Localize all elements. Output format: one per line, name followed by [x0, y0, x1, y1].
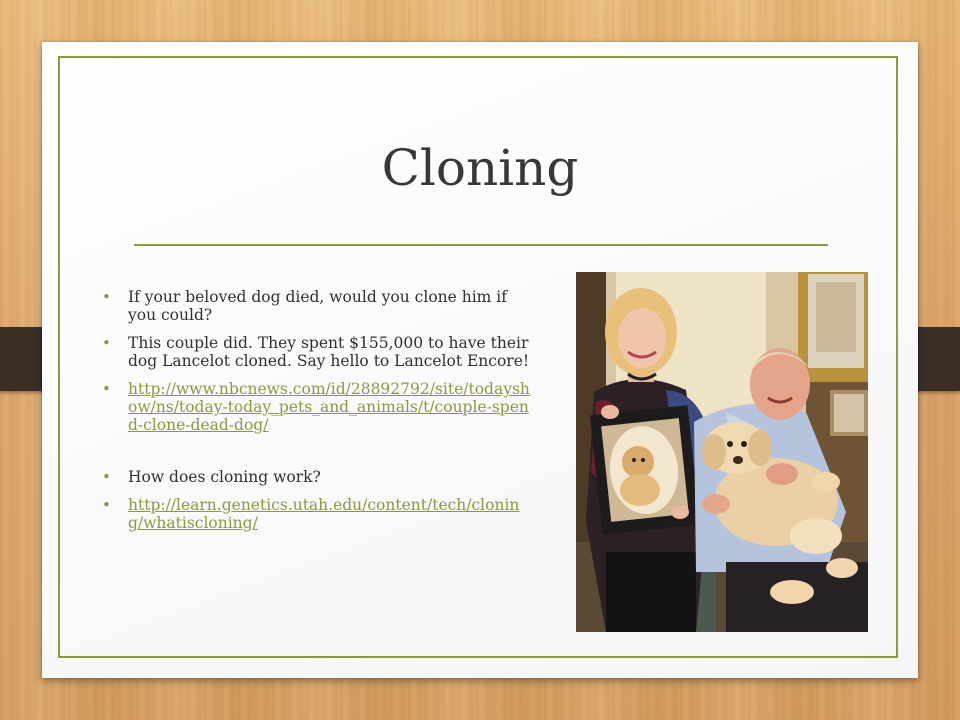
slide — [42, 42, 918, 678]
bullet-text: If your beloved dog died, would you clone him if you could? — [128, 288, 507, 324]
couple-dog-photo — [576, 272, 868, 632]
genetics-link[interactable]: http://learn.genetics.utah.edu/content/tech/cloning/whatiscloning/ — [128, 496, 520, 532]
bullet-item — [102, 496, 532, 532]
nbcnews-link[interactable]: http://www.nbcnews.com/id/28892792/site/todayshow/ns/today-today_pets_and_animals/t/couple-spend-clone-dead-dog/ — [128, 380, 530, 434]
bullet-item — [102, 288, 532, 324]
bullet-item — [102, 468, 532, 486]
bullet-list — [102, 288, 532, 542]
bullet-text: This couple did. They spent $155,000 to have their dog Lancelot cloned. Say hello to Lancelot Encore! — [128, 334, 530, 370]
bullet-text: How does cloning work? — [128, 468, 321, 486]
title-divider — [134, 244, 828, 246]
bullet-icon: • — [102, 468, 111, 486]
bullet-item — [102, 334, 532, 370]
bullet-icon: • — [102, 496, 111, 514]
bullet-item — [102, 380, 532, 434]
bullet-icon: • — [102, 380, 111, 398]
bullet-icon: • — [102, 334, 111, 352]
slide-title: Cloning — [381, 139, 579, 197]
photo-illustration — [576, 272, 868, 632]
bullet-icon: • — [102, 288, 111, 306]
